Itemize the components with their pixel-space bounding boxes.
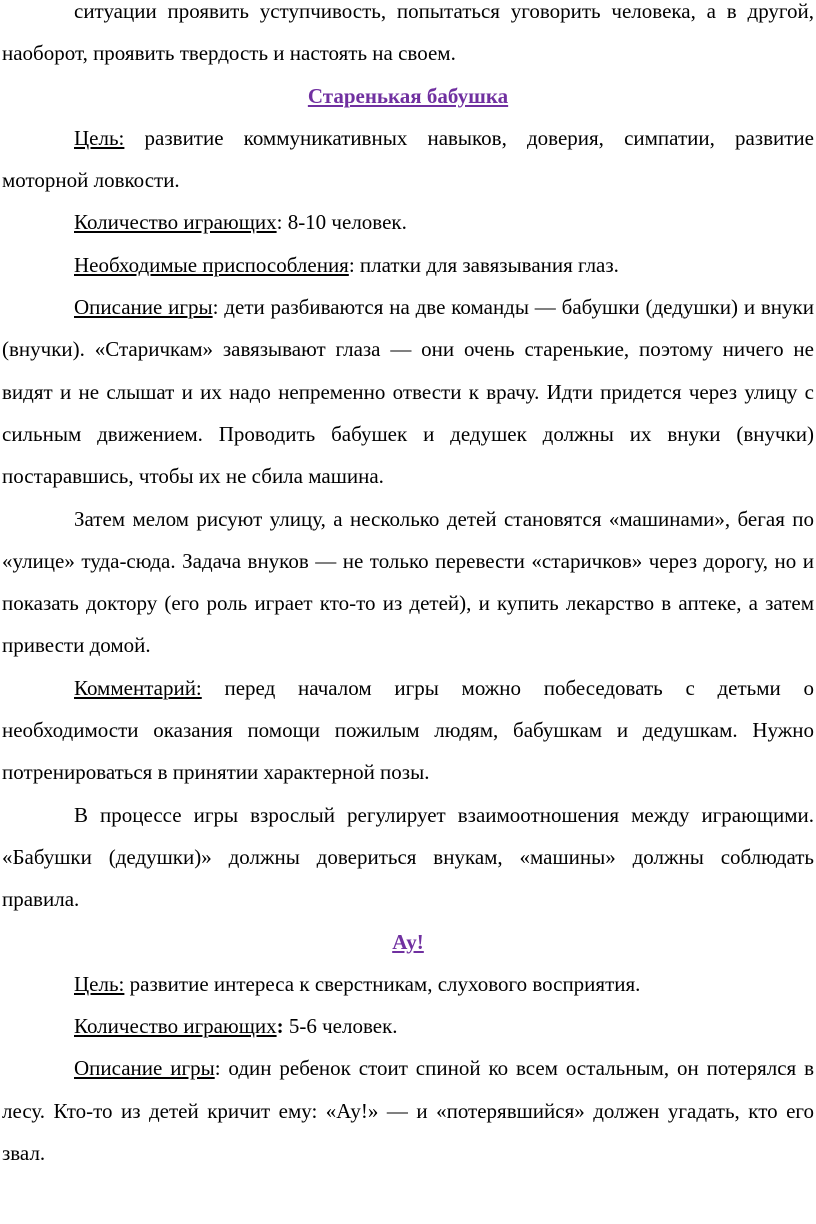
document-page (2, 0, 814, 1174)
equipment-paragraph (2, 244, 814, 286)
equipment-label: Необходимые приспособления (74, 252, 349, 277)
description-paragraph (2, 286, 814, 497)
description-label: Описание игры (74, 1056, 215, 1081)
players-paragraph (2, 201, 814, 243)
goal-text: развитие коммуникативных навыков, доверия, симпатии, развитие моторной ловкости. (2, 125, 814, 193)
comment-text: перед началом игры можно побеседовать с детьми о необходимости оказания помощи пожилым людям, бабушкам и дедушкам. Нужно потренироваться в принятии характерной позы. (2, 675, 814, 785)
goal-paragraph (2, 963, 814, 1005)
goal-text: развитие интереса к сверстникам, слухового восприятия. (124, 971, 641, 996)
intro-text: ситуации проявить уступчивость, попытаться уговорить человека, а в другой, наоборот, проявить твердость и настоять на своем. (2, 0, 814, 66)
intro-paragraph (2, 0, 814, 75)
game-title-au (2, 921, 814, 963)
comment-label: Комментарий: (74, 675, 202, 700)
description-text: : дети разбиваются на две команды — бабушки (дедушки) и внуки (внучки). «Старичкам» завязывают глаза — они очень старенькие, поэтому ничего не видят и не слышат и их надо непременно отвести к врачу. Идти придется через улицу с сильным движением. Проводить бабушек и дедушек должны их внуки (внучки) постаравшись, чтобы их не сбила машина. (2, 295, 814, 489)
comment-paragraph (2, 667, 814, 794)
game-title-starenkaya-babushka (2, 75, 814, 117)
goal-label: Цель: (74, 971, 125, 996)
players-text: : 8-10 человек. (276, 210, 407, 235)
players-label: Количество играющих (74, 210, 277, 235)
process-text: В процессе игры взрослый регулирует взаимоотношения между играющими. «Бабушки (дедушки)» должны довериться внукам, «машины» должны соблюдать правила. (2, 802, 814, 912)
players-text: 5-6 человек. (283, 1014, 398, 1039)
description-paragraph (2, 1047, 814, 1174)
game-title-text: Старенькая бабушка (307, 83, 509, 108)
goal-paragraph (2, 117, 814, 202)
description-text: : один ребенок стоит спиной ко всем остальным, он потерялся в лесу. Кто-то из детей кричит ему: «Ау!» — и «потерявшийся» должен угадать, кто его звал. (2, 1056, 814, 1166)
rules-text: Затем мелом рисуют улицу, а несколько детей становятся «машинами», бегая по «улице» туда-сюда. Задача внуков — не только перевести «старичков» через дорогу, но и показать доктору (его роль играет кто-то из детей), и купить лекарство в аптеке, а затем привести домой. (2, 506, 814, 658)
players-paragraph (2, 1005, 814, 1047)
players-label: Количество играющих (74, 1014, 277, 1039)
description-label: Описание игры (74, 295, 213, 320)
equipment-text: : платки для завязывания глаз. (348, 252, 619, 277)
goal-label: Цель: (74, 125, 125, 150)
process-paragraph (2, 794, 814, 921)
game-title-text: Ау! (392, 929, 424, 954)
players-colon: : (276, 1014, 284, 1039)
rules-paragraph (2, 498, 814, 667)
